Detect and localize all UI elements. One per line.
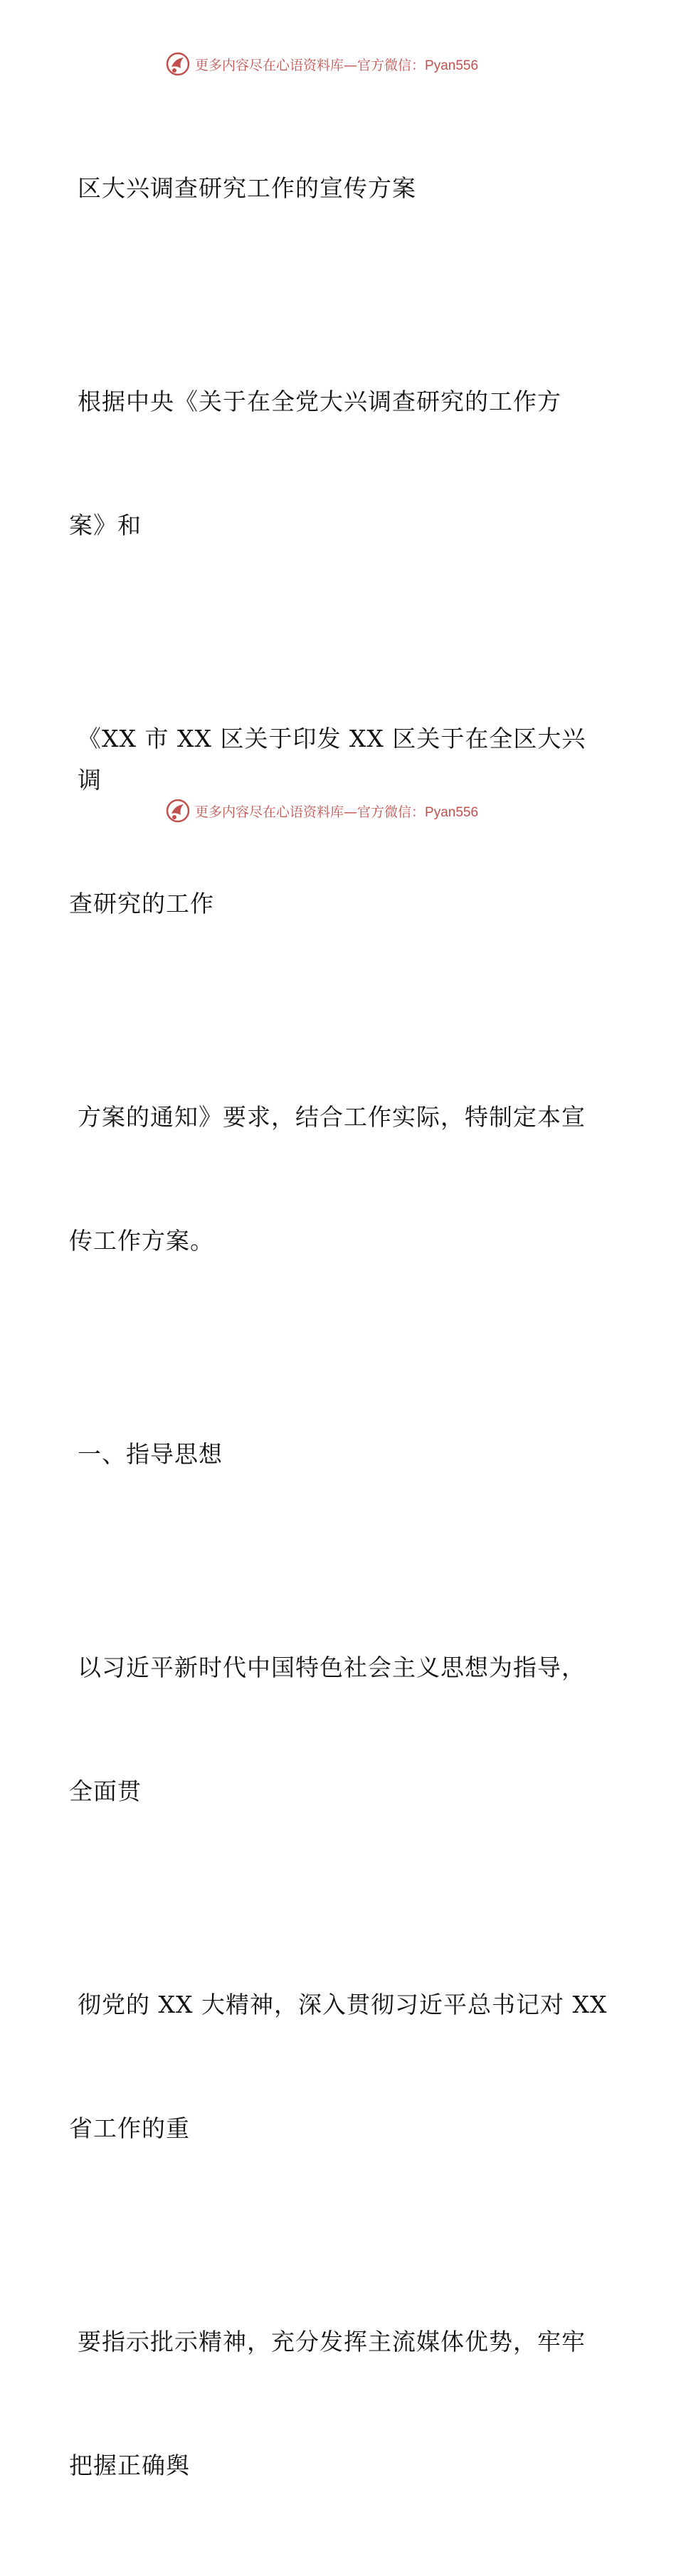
footer-banner [165,797,521,825]
paragraph-1: 根据中央《关于在全党大兴调查研究的工作方 案》和 [69,388,561,539]
brand-logo-icon [165,798,191,824]
brand-logo-icon [165,51,191,77]
paragraph-5: 彻党的 XX 大精神，深入贯彻习近平总书记对 XX 省工作的重 [69,1991,608,2142]
header-banner [165,50,521,78]
section-heading-guiding-thought: 一、指导思想 [78,1440,223,1468]
paragraph-6: 要指示批示精神，充分发挥主流媒体优势，牢牢 把握正确舆 [69,2328,586,2479]
paragraph-2: 《XX 市 XX 区关于印发 XX 区关于在全区大兴调 查研究的工作 [69,725,586,917]
paragraph-3: 方案的通知》要求，结合工作实际，特制定本宣 传工作方案。 [69,1103,586,1255]
paragraph-4: 以习近平新时代中国特色社会主义思想为指导， 全面贯 [69,1654,586,1805]
footer-wechat-handle: Pyan556 [425,804,479,820]
footer-banner-text: 更多内容尽在心语资料库—官方微信：Pyan556 [195,804,479,820]
header-wechat-handle: Pyan556 [425,58,479,73]
document-body [69,85,610,2576]
header-banner-text: 更多内容尽在心语资料库—官方微信：Pyan556 [195,57,479,73]
document-title: 区大兴调查研究工作的宣传方案 [78,174,416,202]
